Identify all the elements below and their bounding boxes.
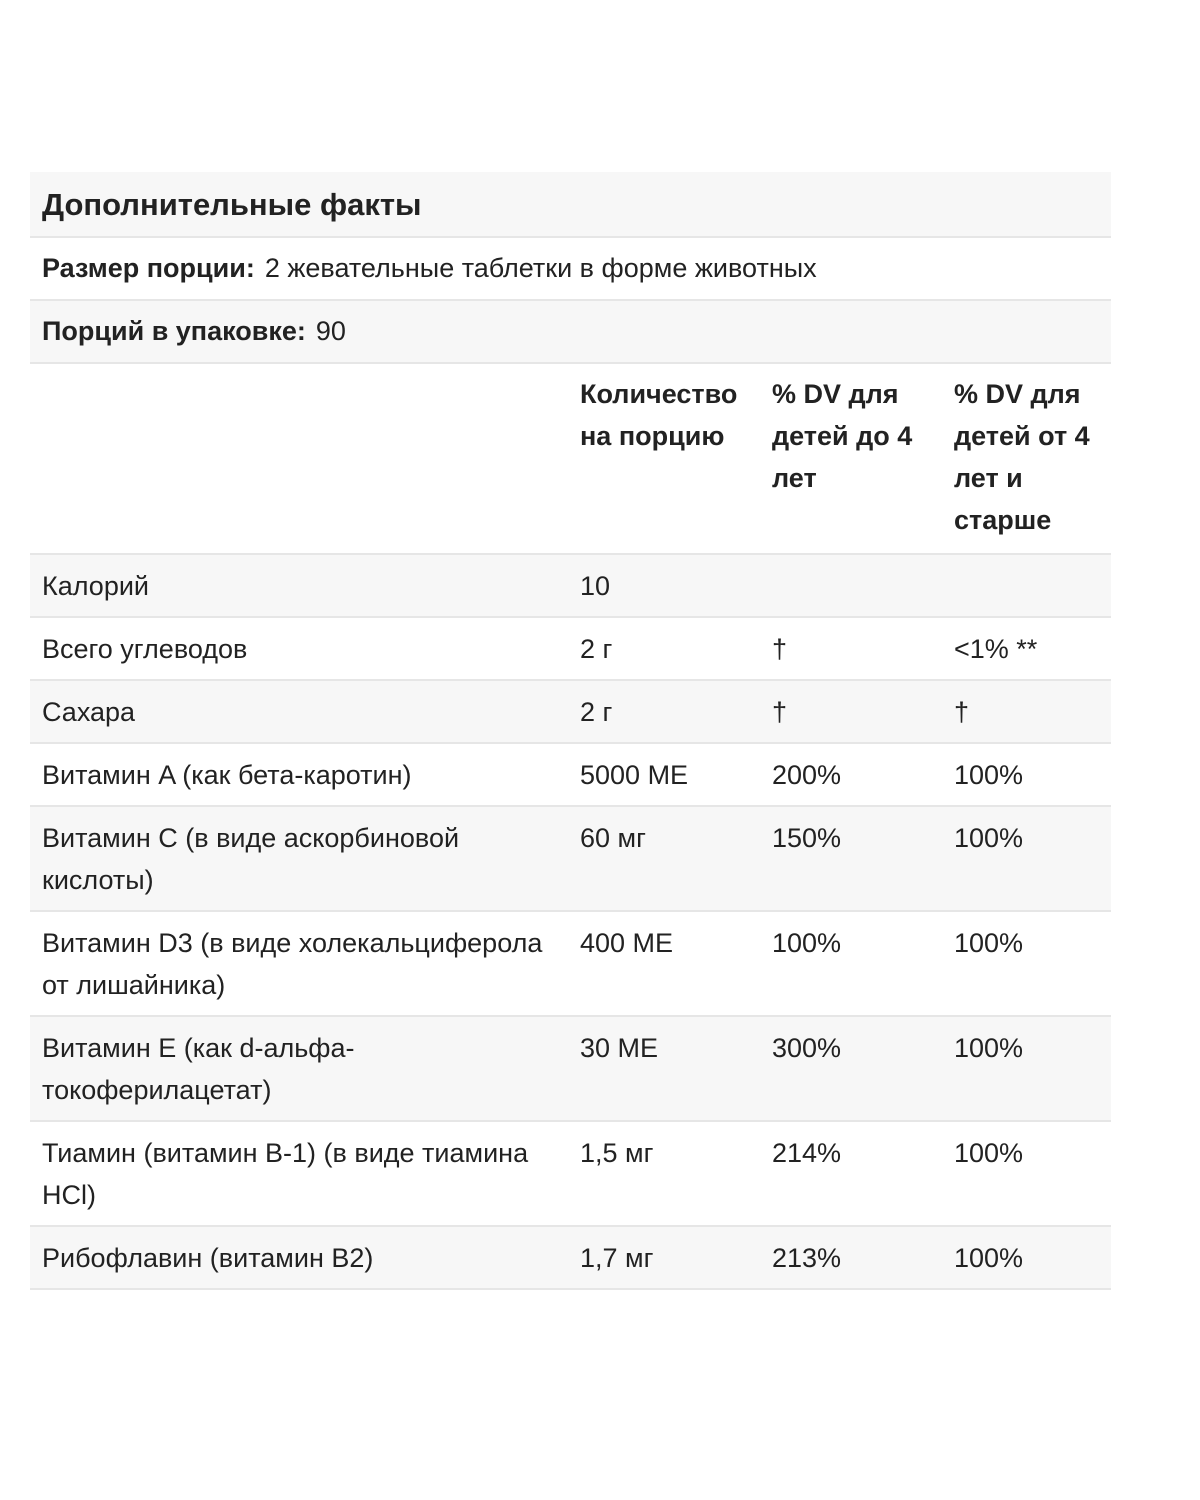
- servings-per-container-value: 90: [315, 316, 346, 346]
- nutrient-dv-under-4: 200%: [760, 743, 942, 806]
- servings-per-container-row: [30, 301, 1111, 364]
- header-name: [30, 364, 568, 554]
- nutrient-name: Всего углеводов: [30, 617, 568, 680]
- header-amount: Количество на порцию: [568, 364, 760, 554]
- nutrient-name: Сахара: [30, 680, 568, 743]
- nutrient-table: [30, 364, 1111, 1290]
- supplement-facts-panel: [30, 172, 1111, 1290]
- nutrient-name: Витамин D3 (в виде холекальциферола от лишайника): [30, 911, 568, 1016]
- nutrient-dv-4-plus: †: [942, 680, 1111, 743]
- nutrient-amount: 1,7 мг: [568, 1226, 760, 1289]
- nutrient-amount: 2 г: [568, 680, 760, 743]
- nutrient-dv-4-plus: 100%: [942, 806, 1111, 911]
- nutrient-name: Рибофлавин (витамин B2): [30, 1226, 568, 1289]
- nutrient-amount: 10: [568, 554, 760, 617]
- nutrient-dv-under-4: 214%: [760, 1121, 942, 1226]
- nutrient-amount: 1,5 мг: [568, 1121, 760, 1226]
- table-row: [30, 680, 1111, 743]
- table-row: [30, 1121, 1111, 1226]
- nutrient-dv-under-4: †: [760, 680, 942, 743]
- table-row: [30, 806, 1111, 911]
- servings-per-container-label: Порций в упаковке:: [42, 316, 306, 346]
- nutrient-dv-under-4: †: [760, 617, 942, 680]
- nutrient-amount: 2 г: [568, 617, 760, 680]
- nutrient-name: Витамин A (как бета-каротин): [30, 743, 568, 806]
- nutrient-dv-under-4: 213%: [760, 1226, 942, 1289]
- nutrient-dv-4-plus: 100%: [942, 1226, 1111, 1289]
- nutrient-dv-4-plus: 100%: [942, 911, 1111, 1016]
- nutrient-name: Витамин E (как d-альфа-токоферилацетат): [30, 1016, 568, 1121]
- nutrient-amount: 60 мг: [568, 806, 760, 911]
- nutrient-dv-4-plus: 100%: [942, 1016, 1111, 1121]
- nutrient-dv-under-4: 150%: [760, 806, 942, 911]
- table-header-row: [30, 364, 1111, 554]
- table-row: [30, 1226, 1111, 1289]
- nutrient-amount: 5000 МЕ: [568, 743, 760, 806]
- nutrient-name: Витамин C (в виде аскорбиновой кислоты): [30, 806, 568, 911]
- table-row: [30, 911, 1111, 1016]
- nutrient-dv-4-plus: <1% **: [942, 617, 1111, 680]
- facts-title: Дополнительные факты: [30, 172, 1111, 238]
- nutrient-amount: 400 МЕ: [568, 911, 760, 1016]
- table-row: [30, 554, 1111, 617]
- serving-size-value: 2 жевательные таблетки в форме животных: [264, 253, 817, 283]
- nutrient-dv-under-4: 100%: [760, 911, 942, 1016]
- nutrient-name: Тиамин (витамин B-1) (в виде тиамина HCl): [30, 1121, 568, 1226]
- nutrient-dv-4-plus: 100%: [942, 743, 1111, 806]
- table-row: [30, 617, 1111, 680]
- header-dv-under-4: % DV для детей до 4 лет: [760, 364, 942, 554]
- serving-size-row: [30, 238, 1111, 301]
- nutrient-dv-under-4: 300%: [760, 1016, 942, 1121]
- nutrient-dv-4-plus: [942, 554, 1111, 617]
- nutrient-dv-4-plus: 100%: [942, 1121, 1111, 1226]
- nutrient-amount: 30 МЕ: [568, 1016, 760, 1121]
- table-row: [30, 743, 1111, 806]
- nutrient-name: Калорий: [30, 554, 568, 617]
- table-row: [30, 1016, 1111, 1121]
- nutrient-dv-under-4: [760, 554, 942, 617]
- serving-size-label: Размер порции:: [42, 253, 255, 283]
- header-dv-4-plus: % DV для детей от 4 лет и старше: [942, 364, 1111, 554]
